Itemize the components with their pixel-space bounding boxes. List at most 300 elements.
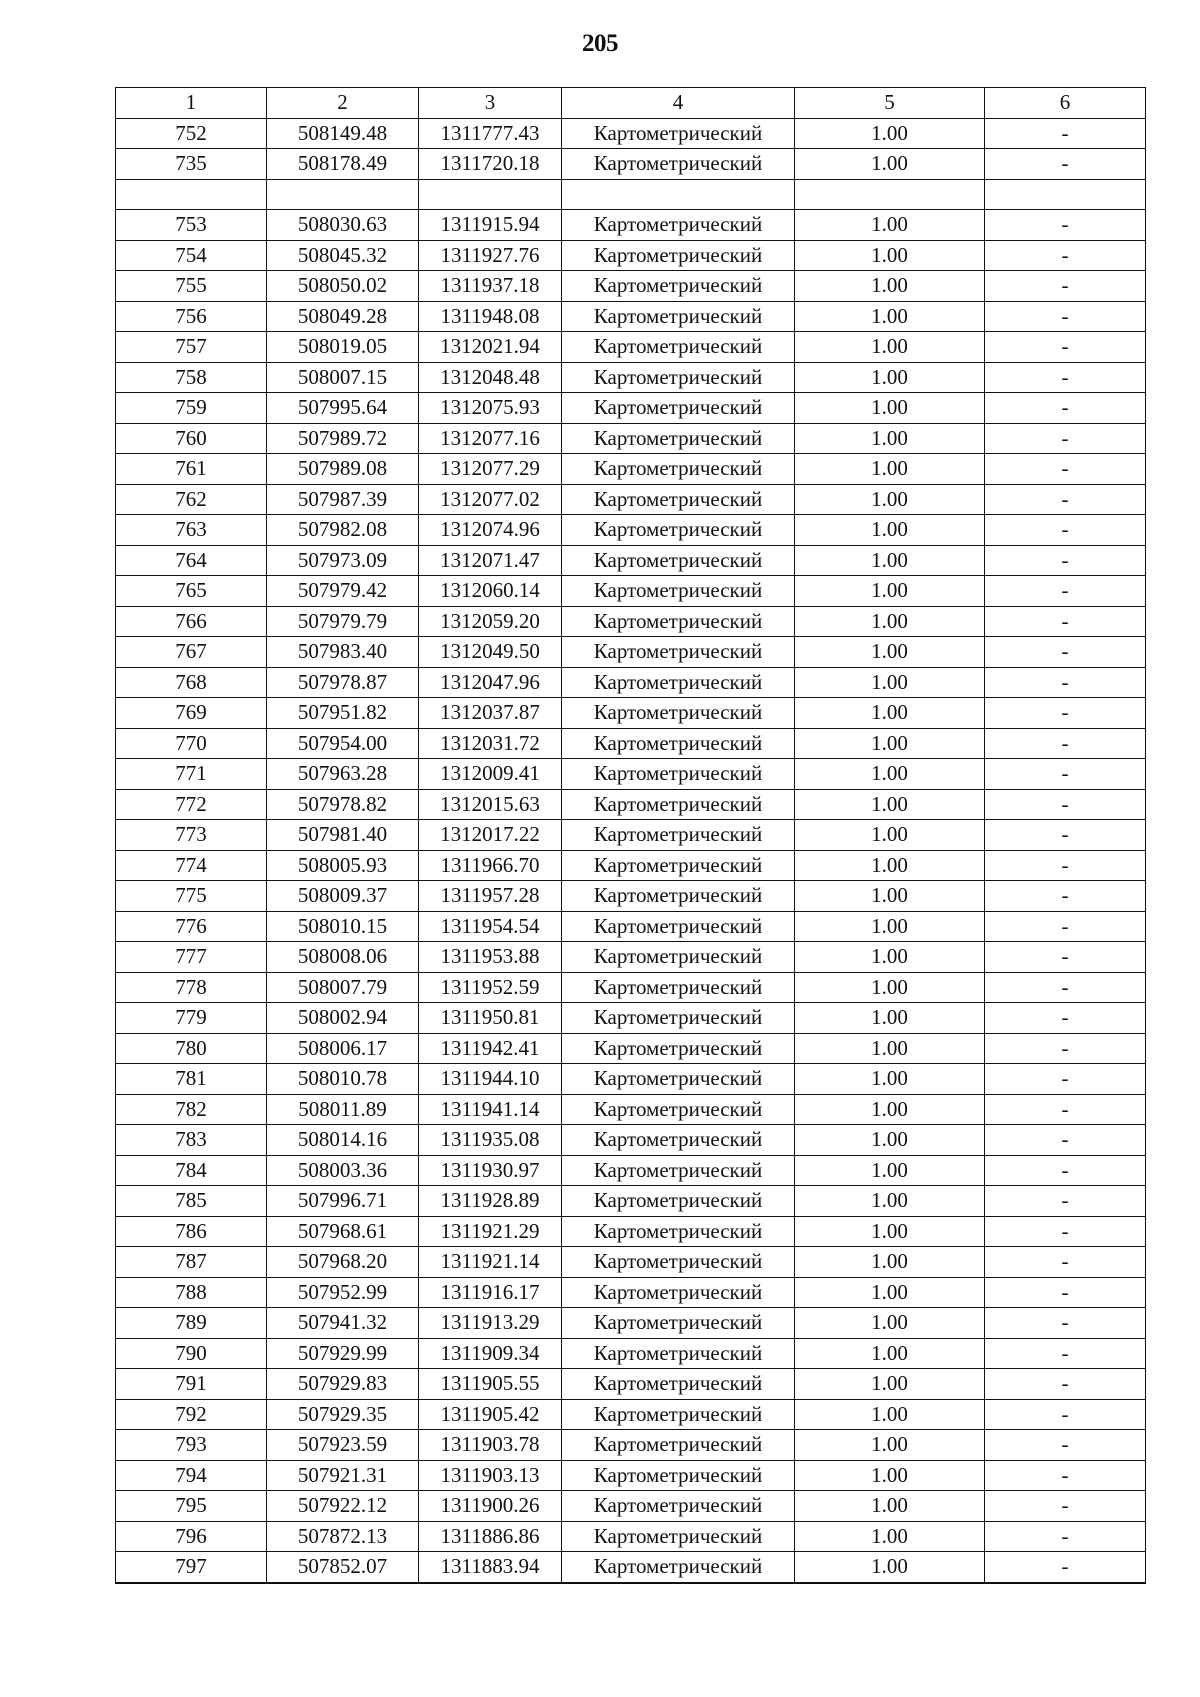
column-header-2: 2 xyxy=(267,88,419,119)
x-coordinate-cell: 507929.99 xyxy=(267,1338,419,1369)
x-coordinate-cell: 507872.13 xyxy=(267,1521,419,1552)
point-number-cell: 784 xyxy=(116,1155,267,1186)
method-cell: Картометрический xyxy=(562,454,795,485)
x-coordinate-cell: 508007.15 xyxy=(267,362,419,393)
y-coordinate-cell: 1312075.93 xyxy=(419,393,562,424)
column-header-3: 3 xyxy=(419,88,562,119)
page-number: 205 xyxy=(582,30,618,57)
x-coordinate-cell: 508050.02 xyxy=(267,271,419,302)
y-coordinate-cell: 1311948.08 xyxy=(419,301,562,332)
point-number-cell: 773 xyxy=(116,820,267,851)
y-coordinate-cell: 1312077.16 xyxy=(419,423,562,454)
point-number-cell: 790 xyxy=(116,1338,267,1369)
x-coordinate-cell: 507941.32 xyxy=(267,1308,419,1339)
note-cell: - xyxy=(985,728,1146,759)
y-coordinate-cell: 1312037.87 xyxy=(419,698,562,729)
note-cell: - xyxy=(985,1125,1146,1156)
x-coordinate-cell: 507979.42 xyxy=(267,576,419,607)
method-cell: Картометрический xyxy=(562,484,795,515)
note-cell: - xyxy=(985,484,1146,515)
point-number-cell: 779 xyxy=(116,1003,267,1034)
point-number-cell: 776 xyxy=(116,911,267,942)
note-cell: - xyxy=(985,1155,1146,1186)
point-number-cell: 782 xyxy=(116,1094,267,1125)
table-row xyxy=(116,942,1146,973)
point-number-cell: 761 xyxy=(116,454,267,485)
coordinates-table xyxy=(115,87,1146,1584)
x-coordinate-cell: 508008.06 xyxy=(267,942,419,973)
accuracy-cell: 1.00 xyxy=(795,1003,985,1034)
accuracy-cell: 1.00 xyxy=(795,850,985,881)
x-coordinate-cell: 507968.20 xyxy=(267,1247,419,1278)
table-row xyxy=(116,179,1146,210)
method-cell: Картометрический xyxy=(562,393,795,424)
note-cell: - xyxy=(985,545,1146,576)
accuracy-cell: 1.00 xyxy=(795,1033,985,1064)
table-row xyxy=(116,728,1146,759)
method-cell: Картометрический xyxy=(562,820,795,851)
method-cell: Картометрический xyxy=(562,149,795,180)
accuracy-cell: 1.00 xyxy=(795,362,985,393)
x-coordinate-cell: 508007.79 xyxy=(267,972,419,1003)
accuracy-cell: 1.00 xyxy=(795,1247,985,1278)
x-coordinate-cell: 508010.15 xyxy=(267,911,419,942)
table-row xyxy=(116,911,1146,942)
x-coordinate-cell: 507973.09 xyxy=(267,545,419,576)
column-header-5: 5 xyxy=(795,88,985,119)
table-row xyxy=(116,1369,1146,1400)
accuracy-cell: 1.00 xyxy=(795,637,985,668)
accuracy-cell: 1.00 xyxy=(795,1308,985,1339)
accuracy-cell: 1.00 xyxy=(795,118,985,149)
table-row xyxy=(116,332,1146,363)
y-coordinate-cell xyxy=(419,179,562,210)
accuracy-cell: 1.00 xyxy=(795,1064,985,1095)
y-coordinate-cell: 1311903.13 xyxy=(419,1460,562,1491)
x-coordinate-cell: 507952.99 xyxy=(267,1277,419,1308)
accuracy-cell: 1.00 xyxy=(795,1277,985,1308)
accuracy-cell: 1.00 xyxy=(795,271,985,302)
method-cell: Картометрический xyxy=(562,1399,795,1430)
table-row xyxy=(116,454,1146,485)
y-coordinate-cell: 1311927.76 xyxy=(419,240,562,271)
method-cell: Картометрический xyxy=(562,1338,795,1369)
table-row xyxy=(116,240,1146,271)
x-coordinate-cell: 508003.36 xyxy=(267,1155,419,1186)
point-number-cell: 772 xyxy=(116,789,267,820)
method-cell: Картометрический xyxy=(562,1064,795,1095)
accuracy-cell: 1.00 xyxy=(795,1216,985,1247)
y-coordinate-cell: 1311913.29 xyxy=(419,1308,562,1339)
y-coordinate-cell: 1311777.43 xyxy=(419,118,562,149)
x-coordinate-cell: 507982.08 xyxy=(267,515,419,546)
accuracy-cell: 1.00 xyxy=(795,759,985,790)
accuracy-cell: 1.00 xyxy=(795,881,985,912)
point-number-cell: 796 xyxy=(116,1521,267,1552)
table-row xyxy=(116,850,1146,881)
table-row xyxy=(116,1094,1146,1125)
point-number-cell: 778 xyxy=(116,972,267,1003)
table-row xyxy=(116,667,1146,698)
point-number-cell: 770 xyxy=(116,728,267,759)
x-coordinate-cell: 508045.32 xyxy=(267,240,419,271)
note-cell: - xyxy=(985,789,1146,820)
y-coordinate-cell: 1312077.29 xyxy=(419,454,562,485)
note-cell: - xyxy=(985,423,1146,454)
point-number-cell: 774 xyxy=(116,850,267,881)
x-coordinate-cell: 508010.78 xyxy=(267,1064,419,1095)
note-cell: - xyxy=(985,332,1146,363)
point-number-cell: 791 xyxy=(116,1369,267,1400)
accuracy-cell: 1.00 xyxy=(795,210,985,241)
method-cell: Картометрический xyxy=(562,576,795,607)
table-row xyxy=(116,820,1146,851)
accuracy-cell: 1.00 xyxy=(795,1552,985,1583)
x-coordinate-cell: 507989.72 xyxy=(267,423,419,454)
table-row xyxy=(116,1155,1146,1186)
point-number-cell: 795 xyxy=(116,1491,267,1522)
x-coordinate-cell: 508014.16 xyxy=(267,1125,419,1156)
method-cell: Картометрический xyxy=(562,972,795,1003)
accuracy-cell: 1.00 xyxy=(795,1521,985,1552)
point-number-cell: 735 xyxy=(116,149,267,180)
note-cell: - xyxy=(985,240,1146,271)
y-coordinate-cell: 1311950.81 xyxy=(419,1003,562,1034)
y-coordinate-cell: 1312015.63 xyxy=(419,789,562,820)
point-number-cell: 767 xyxy=(116,637,267,668)
accuracy-cell: 1.00 xyxy=(795,240,985,271)
note-cell: - xyxy=(985,1277,1146,1308)
point-number-cell: 785 xyxy=(116,1186,267,1217)
accuracy-cell: 1.00 xyxy=(795,942,985,973)
point-number-cell: 753 xyxy=(116,210,267,241)
point-number-cell: 755 xyxy=(116,271,267,302)
table-row xyxy=(116,789,1146,820)
point-number-cell: 760 xyxy=(116,423,267,454)
point-number-cell: 794 xyxy=(116,1460,267,1491)
accuracy-cell: 1.00 xyxy=(795,1399,985,1430)
point-number-cell: 768 xyxy=(116,667,267,698)
y-coordinate-cell: 1311900.26 xyxy=(419,1491,562,1522)
point-number-cell: 771 xyxy=(116,759,267,790)
y-coordinate-cell: 1312071.47 xyxy=(419,545,562,576)
method-cell: Картометрический xyxy=(562,1186,795,1217)
accuracy-cell: 1.00 xyxy=(795,515,985,546)
table-row xyxy=(116,210,1146,241)
table-row xyxy=(116,698,1146,729)
table-row xyxy=(116,1277,1146,1308)
point-number-cell: 793 xyxy=(116,1430,267,1461)
x-coordinate-cell: 507929.83 xyxy=(267,1369,419,1400)
note-cell: - xyxy=(985,881,1146,912)
x-coordinate-cell: 507929.35 xyxy=(267,1399,419,1430)
x-coordinate-cell: 507981.40 xyxy=(267,820,419,851)
accuracy-cell: 1.00 xyxy=(795,789,985,820)
x-coordinate-cell: 507996.71 xyxy=(267,1186,419,1217)
table-row xyxy=(116,1247,1146,1278)
column-header-1: 1 xyxy=(116,88,267,119)
note-cell: - xyxy=(985,271,1146,302)
accuracy-cell: 1.00 xyxy=(795,301,985,332)
note-cell: - xyxy=(985,1003,1146,1034)
table-row xyxy=(116,576,1146,607)
method-cell: Картометрический xyxy=(562,1277,795,1308)
accuracy-cell: 1.00 xyxy=(795,1338,985,1369)
note-cell: - xyxy=(985,1430,1146,1461)
x-coordinate-cell: 507852.07 xyxy=(267,1552,419,1583)
table-row xyxy=(116,637,1146,668)
point-number-cell: 775 xyxy=(116,881,267,912)
note-cell: - xyxy=(985,1247,1146,1278)
accuracy-cell: 1.00 xyxy=(795,545,985,576)
point-number-cell: 777 xyxy=(116,942,267,973)
point-number-cell: 754 xyxy=(116,240,267,271)
y-coordinate-cell: 1312059.20 xyxy=(419,606,562,637)
x-coordinate-cell: 507922.12 xyxy=(267,1491,419,1522)
y-coordinate-cell: 1312077.02 xyxy=(419,484,562,515)
x-coordinate-cell: 508178.49 xyxy=(267,149,419,180)
y-coordinate-cell: 1311909.34 xyxy=(419,1338,562,1369)
method-cell: Картометрический xyxy=(562,1308,795,1339)
y-coordinate-cell: 1311916.17 xyxy=(419,1277,562,1308)
table-row xyxy=(116,759,1146,790)
accuracy-cell: 1.00 xyxy=(795,972,985,1003)
method-cell: Картометрический xyxy=(562,1460,795,1491)
method-cell: Картометрический xyxy=(562,1491,795,1522)
accuracy-cell: 1.00 xyxy=(795,606,985,637)
x-coordinate-cell: 507989.08 xyxy=(267,454,419,485)
method-cell: Картометрический xyxy=(562,545,795,576)
y-coordinate-cell: 1312031.72 xyxy=(419,728,562,759)
note-cell: - xyxy=(985,1460,1146,1491)
y-coordinate-cell: 1311966.70 xyxy=(419,850,562,881)
note-cell: - xyxy=(985,942,1146,973)
x-coordinate-cell: 507983.40 xyxy=(267,637,419,668)
note-cell: - xyxy=(985,1552,1146,1583)
x-coordinate-cell: 508009.37 xyxy=(267,881,419,912)
accuracy-cell: 1.00 xyxy=(795,1491,985,1522)
x-coordinate-cell: 507979.79 xyxy=(267,606,419,637)
accuracy-cell: 1.00 xyxy=(795,728,985,759)
method-cell: Картометрический xyxy=(562,728,795,759)
table-row xyxy=(116,1308,1146,1339)
table-row xyxy=(116,515,1146,546)
point-number-cell: 781 xyxy=(116,1064,267,1095)
note-cell: - xyxy=(985,515,1146,546)
y-coordinate-cell: 1312017.22 xyxy=(419,820,562,851)
method-cell: Картометрический xyxy=(562,881,795,912)
note-cell: - xyxy=(985,698,1146,729)
y-coordinate-cell: 1311921.14 xyxy=(419,1247,562,1278)
note-cell xyxy=(985,179,1146,210)
table-row xyxy=(116,881,1146,912)
y-coordinate-cell: 1311915.94 xyxy=(419,210,562,241)
x-coordinate-cell: 508002.94 xyxy=(267,1003,419,1034)
method-cell: Картометрический xyxy=(562,759,795,790)
method-cell: Картометрический xyxy=(562,789,795,820)
accuracy-cell: 1.00 xyxy=(795,1460,985,1491)
accuracy-cell xyxy=(795,179,985,210)
method-cell: Картометрический xyxy=(562,301,795,332)
note-cell: - xyxy=(985,576,1146,607)
table-row xyxy=(116,393,1146,424)
point-number-cell: 797 xyxy=(116,1552,267,1583)
table-row xyxy=(116,118,1146,149)
method-cell: Картометрический xyxy=(562,423,795,454)
x-coordinate-cell: 508011.89 xyxy=(267,1094,419,1125)
y-coordinate-cell: 1311930.97 xyxy=(419,1155,562,1186)
accuracy-cell: 1.00 xyxy=(795,332,985,363)
table-row xyxy=(116,1430,1146,1461)
method-cell: Картометрический xyxy=(562,362,795,393)
y-coordinate-cell: 1312048.48 xyxy=(419,362,562,393)
note-cell: - xyxy=(985,118,1146,149)
note-cell: - xyxy=(985,911,1146,942)
method-cell: Картометрический xyxy=(562,1552,795,1583)
method-cell: Картометрический xyxy=(562,1125,795,1156)
y-coordinate-cell: 1311886.86 xyxy=(419,1521,562,1552)
note-cell: - xyxy=(985,393,1146,424)
table-row xyxy=(116,423,1146,454)
note-cell: - xyxy=(985,820,1146,851)
method-cell: Картометрический xyxy=(562,1094,795,1125)
point-number-cell: 759 xyxy=(116,393,267,424)
note-cell: - xyxy=(985,759,1146,790)
note-cell: - xyxy=(985,1033,1146,1064)
x-coordinate-cell: 507968.61 xyxy=(267,1216,419,1247)
accuracy-cell: 1.00 xyxy=(795,576,985,607)
note-cell: - xyxy=(985,1399,1146,1430)
note-cell: - xyxy=(985,1521,1146,1552)
method-cell: Картометрический xyxy=(562,1155,795,1186)
point-number-cell: 752 xyxy=(116,118,267,149)
y-coordinate-cell: 1311905.55 xyxy=(419,1369,562,1400)
accuracy-cell: 1.00 xyxy=(795,454,985,485)
table-row xyxy=(116,484,1146,515)
table-header xyxy=(116,88,1146,119)
point-number-cell: 764 xyxy=(116,545,267,576)
method-cell: Картометрический xyxy=(562,911,795,942)
point-number-cell: 766 xyxy=(116,606,267,637)
table-row xyxy=(116,149,1146,180)
note-cell: - xyxy=(985,1064,1146,1095)
table-row xyxy=(116,1125,1146,1156)
table-row xyxy=(116,1003,1146,1034)
note-cell: - xyxy=(985,301,1146,332)
note-cell: - xyxy=(985,850,1146,881)
accuracy-cell: 1.00 xyxy=(795,911,985,942)
accuracy-cell: 1.00 xyxy=(795,1369,985,1400)
table-row xyxy=(116,1521,1146,1552)
table-row xyxy=(116,606,1146,637)
method-cell: Картометрический xyxy=(562,606,795,637)
x-coordinate-cell: 508149.48 xyxy=(267,118,419,149)
point-number-cell: 757 xyxy=(116,332,267,363)
table-row xyxy=(116,1064,1146,1095)
table-row xyxy=(116,545,1146,576)
y-coordinate-cell: 1311903.78 xyxy=(419,1430,562,1461)
table-row xyxy=(116,301,1146,332)
x-coordinate-cell: 508006.17 xyxy=(267,1033,419,1064)
x-coordinate-cell: 507963.28 xyxy=(267,759,419,790)
accuracy-cell: 1.00 xyxy=(795,149,985,180)
note-cell: - xyxy=(985,1216,1146,1247)
note-cell: - xyxy=(985,1338,1146,1369)
table-body xyxy=(116,118,1146,1583)
point-number-cell: 788 xyxy=(116,1277,267,1308)
y-coordinate-cell: 1311720.18 xyxy=(419,149,562,180)
method-cell: Картометрический xyxy=(562,1033,795,1064)
note-cell: - xyxy=(985,972,1146,1003)
table-row xyxy=(116,1338,1146,1369)
note-cell: - xyxy=(985,667,1146,698)
accuracy-cell: 1.00 xyxy=(795,1186,985,1217)
table-row xyxy=(116,1186,1146,1217)
method-cell: Картометрический xyxy=(562,1369,795,1400)
y-coordinate-cell: 1312047.96 xyxy=(419,667,562,698)
x-coordinate-cell: 507921.31 xyxy=(267,1460,419,1491)
x-coordinate-cell: 507978.87 xyxy=(267,667,419,698)
y-coordinate-cell: 1311954.54 xyxy=(419,911,562,942)
accuracy-cell: 1.00 xyxy=(795,1155,985,1186)
method-cell xyxy=(562,179,795,210)
method-cell: Картометрический xyxy=(562,240,795,271)
accuracy-cell: 1.00 xyxy=(795,1094,985,1125)
accuracy-cell: 1.00 xyxy=(795,667,985,698)
x-coordinate-cell: 507923.59 xyxy=(267,1430,419,1461)
method-cell: Картометрический xyxy=(562,1247,795,1278)
table-row xyxy=(116,1033,1146,1064)
point-number-cell: 783 xyxy=(116,1125,267,1156)
note-cell: - xyxy=(985,1186,1146,1217)
method-cell: Картометрический xyxy=(562,698,795,729)
accuracy-cell: 1.00 xyxy=(795,1125,985,1156)
method-cell: Картометрический xyxy=(562,1216,795,1247)
method-cell: Картометрический xyxy=(562,850,795,881)
point-number-cell: 758 xyxy=(116,362,267,393)
y-coordinate-cell: 1312021.94 xyxy=(419,332,562,363)
note-cell: - xyxy=(985,149,1146,180)
method-cell: Картометрический xyxy=(562,1521,795,1552)
method-cell: Картометрический xyxy=(562,667,795,698)
note-cell: - xyxy=(985,1094,1146,1125)
y-coordinate-cell: 1311953.88 xyxy=(419,942,562,973)
accuracy-cell: 1.00 xyxy=(795,423,985,454)
y-coordinate-cell: 1311928.89 xyxy=(419,1186,562,1217)
y-coordinate-cell: 1311957.28 xyxy=(419,881,562,912)
table-row xyxy=(116,271,1146,302)
table-row xyxy=(116,1460,1146,1491)
point-number-cell xyxy=(116,179,267,210)
column-header-4: 4 xyxy=(562,88,795,119)
y-coordinate-cell: 1312074.96 xyxy=(419,515,562,546)
table-row xyxy=(116,1552,1146,1583)
method-cell: Картометрический xyxy=(562,210,795,241)
accuracy-cell: 1.00 xyxy=(795,698,985,729)
accuracy-cell: 1.00 xyxy=(795,393,985,424)
method-cell: Картометрический xyxy=(562,1430,795,1461)
method-cell: Картометрический xyxy=(562,515,795,546)
point-number-cell: 763 xyxy=(116,515,267,546)
y-coordinate-cell: 1311935.08 xyxy=(419,1125,562,1156)
table-row xyxy=(116,1399,1146,1430)
note-cell: - xyxy=(985,362,1146,393)
note-cell: - xyxy=(985,1308,1146,1339)
note-cell: - xyxy=(985,1491,1146,1522)
x-coordinate-cell: 508005.93 xyxy=(267,850,419,881)
point-number-cell: 756 xyxy=(116,301,267,332)
method-cell: Картометрический xyxy=(562,332,795,363)
